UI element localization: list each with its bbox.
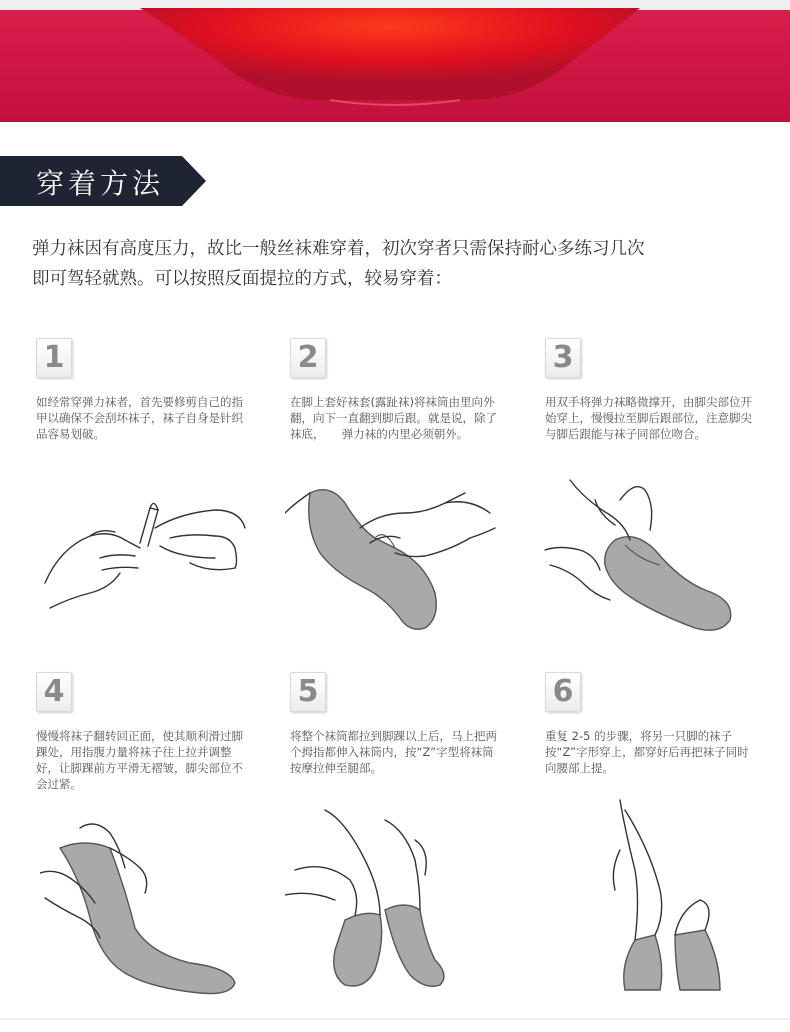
step-text: 在脚上套好袜套(露趾袜)将袜筒由里向外翻，向下一直翻到脚后跟。就是说，除了袜底， 弹力袜的内里必须朝外。 — [290, 395, 497, 441]
illustration-turn-back — [40, 808, 250, 998]
intro-line: 即可驾轻就熟。可以按照反面提拉的方式，较易穿着： — [32, 269, 452, 289]
step-text: 重复 2-5 的步骤，将另一只脚的袜子按“Z”字形穿上，都穿好后再把袜子同时向腰部上提。 — [545, 729, 749, 775]
step-text: 慢慢将袜子翻转回正面，使其顺利滑过脚踝处，用指腹力量将袜子往上拉并调整好，让脚踝前方平滑无褶皱，脚尖部位不会过紧。 — [36, 729, 243, 791]
step-text: 将整个袜筒都拉到脚踝以上后，马上把两个拇指都伸入袜筒内，按“Z”字型将袜筒按摩拉伸至腿部。 — [290, 729, 497, 775]
illustration-both-socks — [580, 790, 740, 995]
illustration-turn-sock — [285, 478, 500, 638]
intro-line: 弹力袜因有高度压力，故比一般丝袜难穿着，初次穿者只需保持耐心多练习几次 — [32, 239, 645, 259]
section-title-tag — [0, 156, 206, 206]
step-2 — [290, 338, 530, 442]
step-1 — [36, 338, 276, 442]
step-number: 2 — [290, 338, 326, 378]
illustration-trim-nails — [40, 488, 250, 618]
illustration-pull-sock — [540, 470, 740, 640]
step-number: 1 — [36, 338, 72, 378]
step-4 — [36, 672, 276, 792]
intro-paragraph — [32, 234, 762, 294]
step-text: 如经常穿弹力袜者，首先要修剪自己的指甲以确保不会刮坏袜子，袜子自身是针织品容易划破。 — [36, 395, 243, 441]
section-title: 穿着方法 — [36, 167, 165, 200]
bottom-divider — [0, 1018, 790, 1020]
step-number: 3 — [545, 338, 581, 378]
banner-decoration — [0, 0, 790, 122]
step-number: 6 — [545, 672, 581, 712]
step-text: 用双手将弹力袜略微撑开，由脚尖部位开始穿上，慢慢拉至脚后跟部位，注意脚尖与脚后跟能与袜子同部位吻合。 — [545, 395, 752, 441]
step-number: 5 — [290, 672, 326, 712]
top-banner — [0, 0, 790, 122]
step-5 — [290, 672, 530, 776]
step-6 — [545, 672, 785, 776]
step-number: 4 — [36, 672, 72, 712]
illustration-massage-sock — [285, 800, 485, 995]
step-3 — [545, 338, 785, 442]
